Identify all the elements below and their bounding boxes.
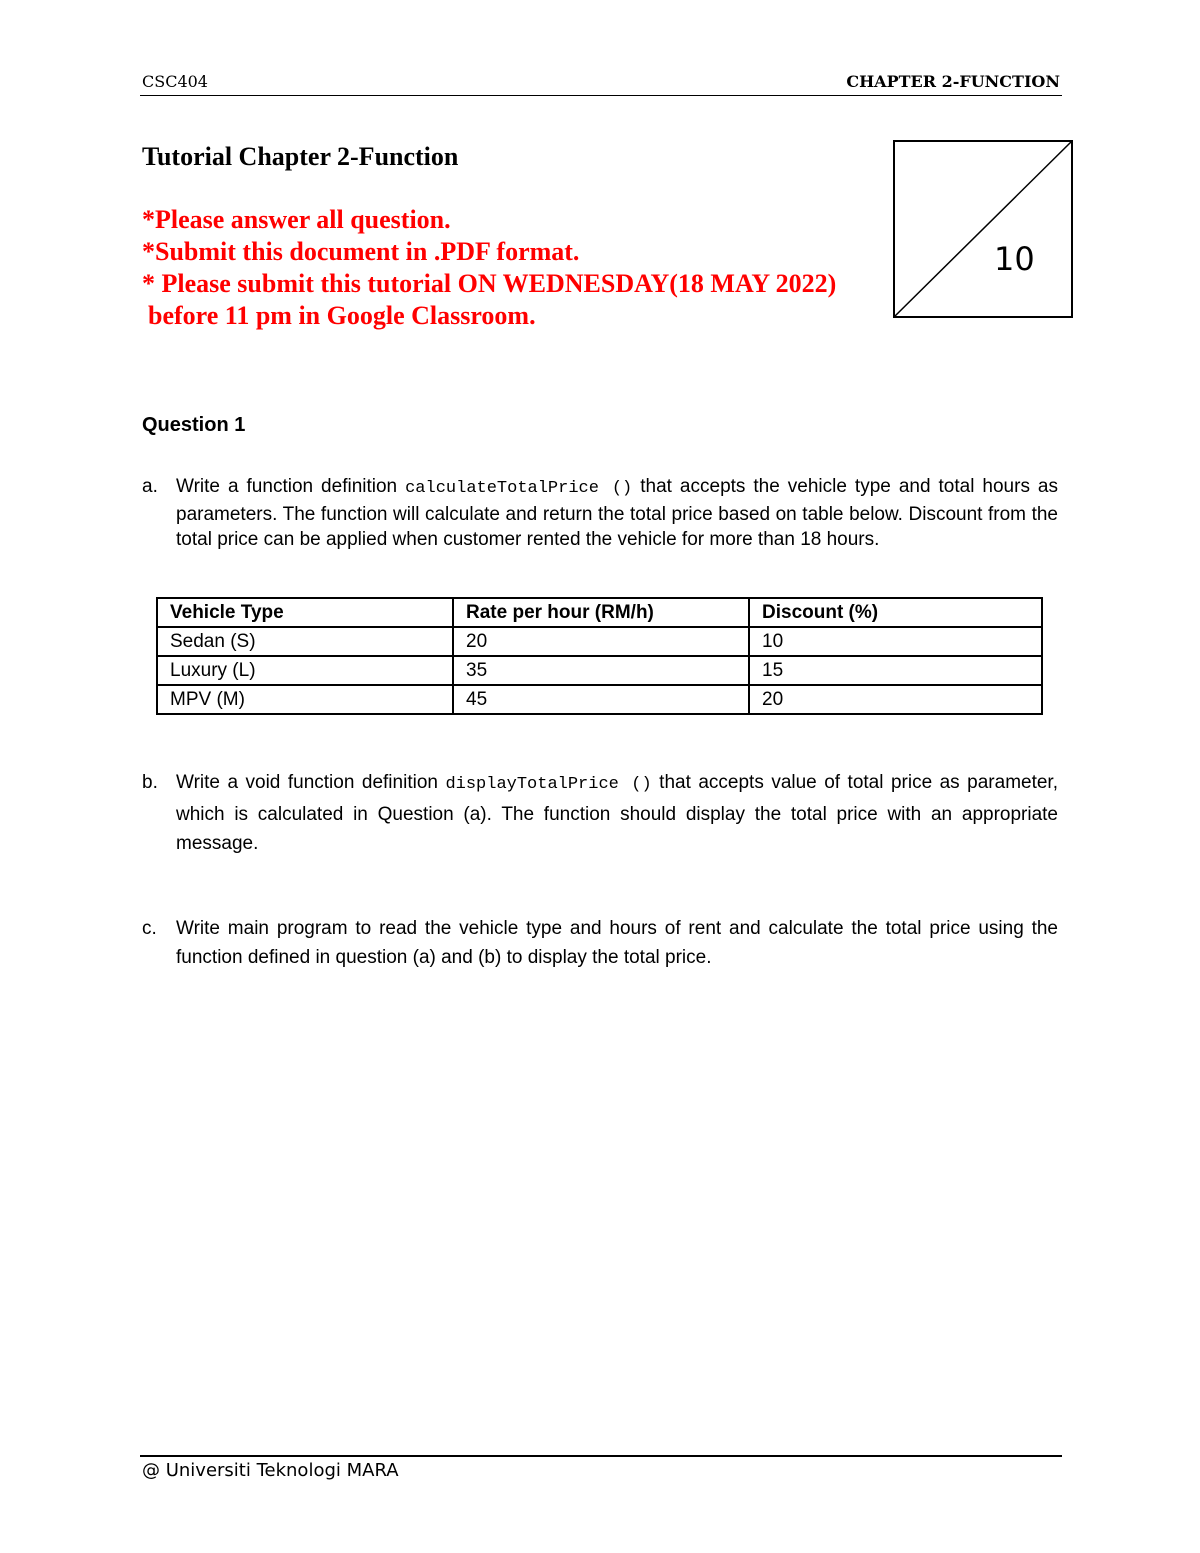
function-name-code: displayTotalPrice () (445, 775, 652, 794)
table-row (157, 685, 1042, 714)
table-cell: MPV (M) (157, 685, 453, 714)
table-row (157, 627, 1042, 656)
column-header: Vehicle Type (157, 598, 453, 627)
header-divider (140, 95, 1062, 96)
item-label: b. (142, 772, 158, 793)
table-cell: Sedan (S) (157, 627, 453, 656)
column-header: Rate per hour (RM/h) (453, 598, 749, 627)
column-header: Discount (%) (749, 598, 1042, 627)
instruction-deadline: * Please submit this tutorial ON WEDNESDAY(18 MAY 2022) (142, 269, 837, 298)
instructions (142, 204, 836, 332)
question-item-a (142, 474, 1058, 553)
table-cell: 35 (453, 656, 749, 685)
item-text: that accepts value of total price as parameter, which is calculated in Question (a). The function should display the total price with an appropriate message. (176, 772, 1058, 854)
table-cell: 20 (749, 685, 1042, 714)
item-text: Write main program to read the vehicle type and hours of rent and calculate the total price using the function defined in question (a) and (b) to display the total price. (176, 918, 1058, 968)
instruction-answer-all: *Please answer all question. (142, 205, 451, 234)
footer-text: @ Universiti Teknologi MARA (142, 1460, 399, 1481)
question-item-b (142, 768, 1058, 859)
table-cell: 20 (453, 627, 749, 656)
item-label: a. (142, 476, 158, 497)
table-cell: 15 (749, 656, 1042, 685)
item-text: Write a void function definition (176, 772, 446, 793)
rate-table (156, 597, 1043, 715)
table-header-row (157, 598, 1042, 627)
table-row (157, 656, 1042, 685)
table-cell: 10 (749, 627, 1042, 656)
question-item-c (142, 914, 1058, 972)
tutorial-title: Tutorial Chapter 2-Function (142, 142, 459, 171)
table-cell: Luxury (L) (157, 656, 453, 685)
header-chapter: CHAPTER 2-FUNCTION (846, 72, 1060, 91)
footer-divider (140, 1455, 1062, 1457)
item-label: c. (142, 918, 157, 939)
header-course: CSC404 (142, 72, 208, 91)
item-text: Write a function definition (176, 476, 406, 497)
table-cell: 45 (453, 685, 749, 714)
instruction-pdf-format: *Submit this document in .PDF format. (142, 237, 580, 266)
instruction-deadline-time: before 11 pm in Google Classroom. (148, 301, 536, 330)
score-diagonal (895, 142, 1071, 316)
score-value: 10 (994, 240, 1035, 278)
question-heading: Question 1 (142, 414, 246, 436)
item-text: that accepts the vehicle type and total hours as parameters. The function will calculate and return the total price based on table below. Discount from the total price can be applied when customer rented the vehicle for more than 18 hours. (176, 476, 1059, 550)
score-box (893, 140, 1073, 318)
function-name-code: calculateTotalPrice () (405, 479, 633, 498)
